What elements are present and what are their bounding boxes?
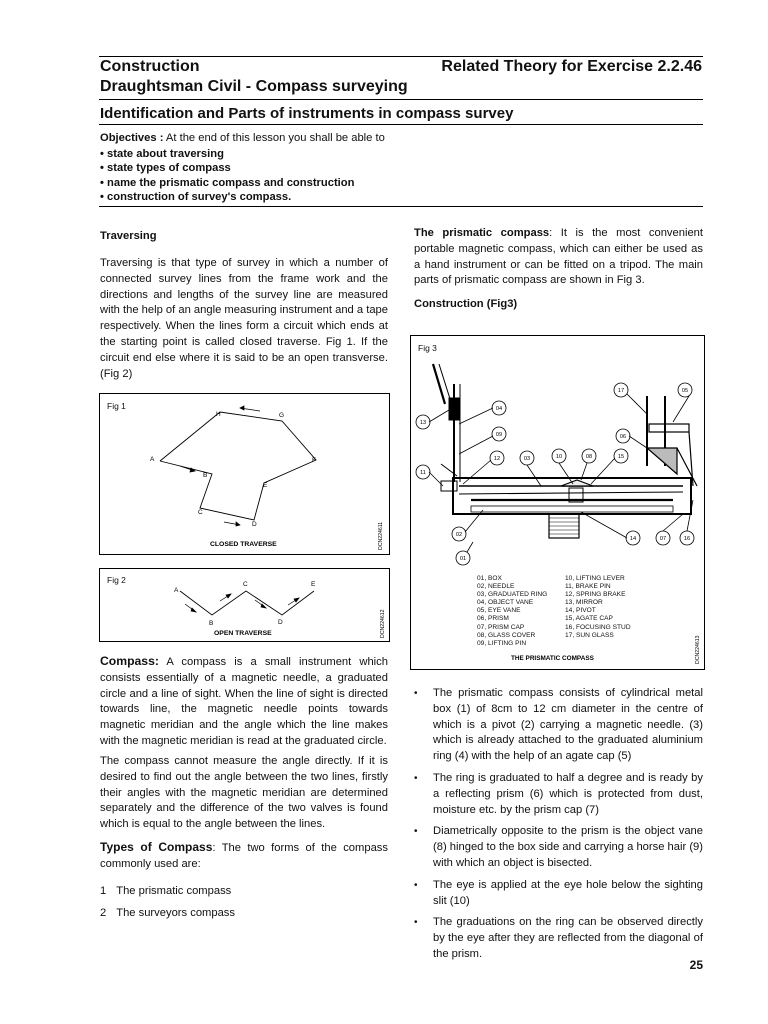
vertex-label: C [243,581,248,588]
vertex-label: E [263,482,268,489]
legend-item: 03, GRADUATED RING [477,591,548,599]
traversing-paragraph: Traversing is that type of survey in which a number of connected survey lines from the frame work and the directions and lengths of the survey line are measured with the help of an angle measuring instrument and a tape respectively. When the lines form a circuit which ends at the starting point is called closed traverse. Fig 1. If the circuit end else where it is said to be an open transverse. (Fig 2) [100,257,388,380]
construction-bullet-list [414,686,703,969]
construction-heading: Construction (Fig3) [414,298,518,310]
vertex-label: H [216,411,221,418]
callout-number: 02 [455,532,463,538]
figure-1-closed-traverse [99,393,390,555]
objectives-list [100,147,700,205]
legend-left [477,575,547,648]
figure-3-prismatic-compass [410,335,705,670]
objective-item: • construction of survey's compass. [100,190,700,204]
vertex-label: D [252,521,257,528]
figure-1-caption: CLOSED TRAVERSE [210,541,277,548]
callout-number: 08 [585,454,593,460]
bullet-text: Diametrically opposite to the prism is the object vane (8) hinged to the box side and carrying a horse hair (9) with which an object is bisected. [433,825,703,869]
prismatic-text: : It is the most convenient portable magnetic compass, which can either be used as a hand instrument or can be fitted on a tripod. The main parts of prismatic compass are shown in Fig 3. [414,227,703,287]
figure-3-code: DCN224613 [695,635,701,664]
figure-2-open-traverse [99,568,390,642]
header-top-rule [99,56,703,57]
header-mid-rule [99,99,703,100]
page-number: 25 [689,958,703,972]
types-item-label: The surveyors compass [116,907,235,919]
vertex-label: G [279,412,285,419]
compass-heading: Compass: [100,654,159,668]
bullet-text: The graduations on the ring can be observed directly by the eye after they are reflected from the diagonal of the prism. [433,916,703,960]
legend-item: 06, PRISM [477,615,509,623]
prismatic-paragraph [414,226,703,289]
callout-number: 03 [523,456,531,462]
callout-number: 05 [681,388,689,394]
figure-1-label: Fig 1 [107,401,126,411]
vertex-label: E [311,581,316,588]
compass-text: A compass is a small instrument which consists essentially of a magnetic needle, a graduated circle and a line of sight. When the line of sight is directed towards line, the magnetic needle points towards magnetic meridian and the angle which the line makes with the magnetic meridian is read at the graduated circle. [100,656,388,747]
bullet-item [414,878,703,910]
vertex-label: A [174,587,179,594]
bullet-text: The prismatic compass consists of cylindrical metal box (1) of 8cm to 12 cm diameter in the centre of which is a pivot (2) carrying a magnetic needle. (3) which is already attached to the graduated aluminium ring (4) with the help of an agate cap (5) [433,687,703,763]
types-item-number: 1 [100,885,107,897]
callout-number: 17 [617,388,625,394]
types-item [100,906,235,922]
bullet-dot: • [414,879,418,891]
objectives-intro-text: At the end of this lesson you shall be able to [163,132,385,144]
types-item [100,884,231,900]
figure-2-label: Fig 2 [107,575,126,585]
figure-2-code: DCN224612 [380,609,386,638]
callout-number: 16 [683,536,691,542]
vertex-label: C [198,509,203,516]
bullet-dot: • [414,826,418,838]
types-paragraph [100,840,388,873]
open-traverse-diagram [100,569,389,641]
objectives-label: Objectives : [100,132,164,144]
types-heading: Types of Compass [100,840,213,854]
types-item-label: The prismatic compass [116,885,232,897]
prismatic-heading: The prismatic compass [414,227,550,239]
legend-item: 02, NEEDLE [477,583,515,591]
bullet-item [414,771,703,818]
exercise-title: Related Theory for Exercise 2.2.46 [441,58,702,75]
callout-number: 09 [495,432,503,438]
callout-number: 10 [555,454,563,460]
callout-number: 06 [619,434,627,440]
objectives-rule [99,206,703,207]
section-title: Construction [100,58,200,75]
legend-item: 14, PIVOT [565,607,596,615]
legend-item: 09, LIFTING PIN [477,639,527,647]
compass-paragraph-1 [100,654,388,750]
legend-item: 11, BRAKE PIN [565,583,611,591]
callout-number: 12 [493,456,501,462]
callout-number: 07 [659,536,667,542]
legend-item: 07, PRISM CAP [477,623,525,631]
compass-paragraph-2: The compass cannot measure the angle directly. If it is desired to find out the angle between the two lines, firstly their angles with the magnetic meridian are determined separately and the difference of the two valves is found which is equal to the angle between the lines. [100,755,388,831]
trade-subtitle: Draughtsman Civil - Compass surveying [100,78,408,95]
figure-3-caption: THE PRISMATIC COMPASS [511,655,594,662]
legend-item: 05, EYE VANE [477,607,521,615]
callout-number: 14 [629,536,637,542]
callout-number: 13 [419,420,427,426]
legend-item: 13, MIRROR [565,599,603,607]
callout-number: 11 [420,470,426,476]
bullet-dot: • [414,688,418,699]
objective-item: • name the prismatic compass and construction [100,176,700,190]
closed-traverse-diagram [100,394,389,554]
legend-item: 04, OBJECT VANE [477,599,534,607]
bullet-item [414,686,703,765]
bullet-item [414,824,703,871]
figure-2-caption: OPEN TRAVERSE [214,630,272,637]
callout-number: 01 [459,556,467,562]
vertex-label: B [203,472,208,479]
types-text: : The two forms of the compass commonly used are: [100,842,388,870]
legend-item: 16, FOCUSING STUD [565,623,631,631]
vertex-label: A [150,456,155,463]
figure-3-label: Fig 3 [418,343,437,353]
callout-number: 04 [495,406,503,412]
callout-number: 15 [617,454,625,460]
bullet-dot: • [414,917,418,929]
lesson-title: Identification and Parts of instruments in compass survey [100,105,514,122]
legend-item: 01, BOX [477,575,502,582]
legend-item: 10, LIFTING LEVER [565,575,625,582]
bullet-text: The eye is applied at the eye hole below the sighting slit (10) [433,878,703,907]
legend-right [565,575,631,640]
figure-1-code: DCN224611 [378,521,384,550]
vertex-label: B [209,620,214,627]
header-bottom-rule [99,124,703,125]
vertex-label: D [278,619,283,626]
legend-item: 12, SPRING BRAKE [565,591,626,599]
traversing-heading: Traversing [100,230,157,242]
bullet-item [414,915,703,962]
bullet-text: The ring is graduated to half a degree and is ready by a reflecting prism (6) which is protected from dust, moisture etc. by the prism cap (7) [433,771,703,816]
prismatic-compass-diagram [411,336,704,669]
legend-item: 17, SUN GLASS [565,631,614,639]
objective-item: • state types of compass [100,161,700,175]
objectives-intro [100,131,700,147]
types-item-number: 2 [100,907,107,919]
objective-item: • state about traversing [100,147,700,161]
legend-item: 15, AGATE CAP [565,615,613,623]
legend-item: 08, GLASS COVER [477,631,536,639]
vertex-label: F [312,457,316,464]
bullet-dot: • [414,772,418,784]
